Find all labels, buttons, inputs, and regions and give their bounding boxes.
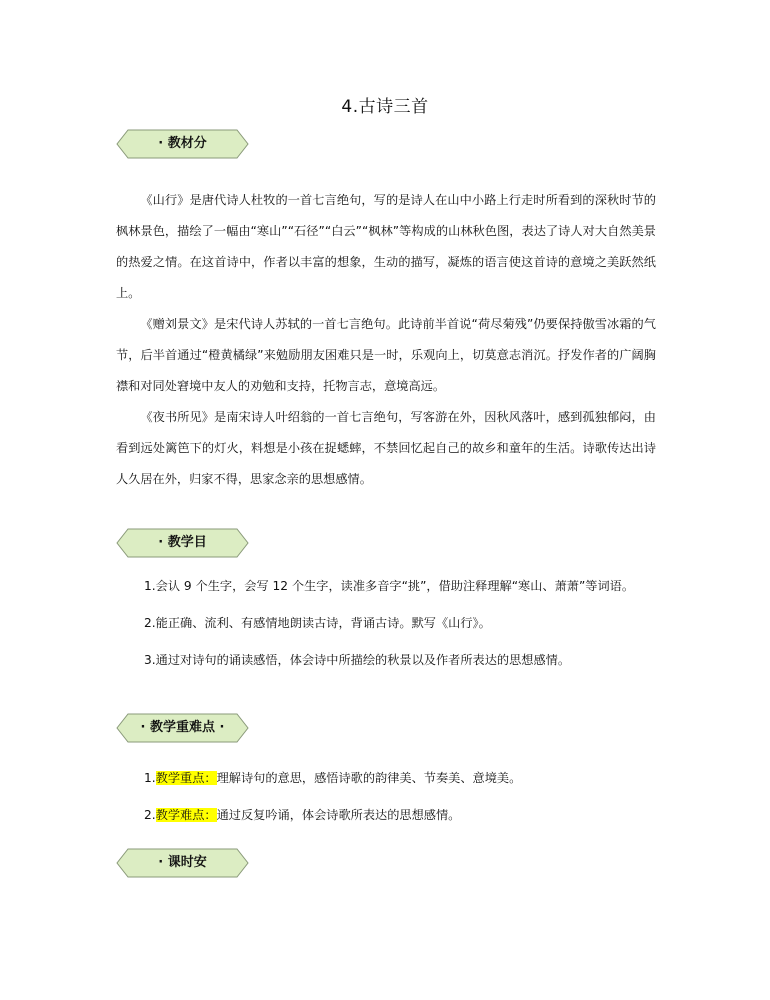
key-point-highlight: 教学难点： (155, 808, 217, 822)
section-tag-schedule (116, 848, 249, 878)
section-tag-label: · 课时安 (158, 855, 207, 870)
analysis-paragraph: 《山行》是唐代诗人杜牧的一首七言绝句，写的是诗人在山中小路上行走时所看到的深秋时节的枫林景色，描绘了一幅由“寒山”“石径”“白云”“枫林”等构成的山林秋色图，表达了诗人对大自然美景的热爱之情。在这首诗中，作者以丰富的想象，生动的描写，凝炼的语言使这首诗的意境之美跃然纸上。 (116, 193, 656, 300)
section-tag-goals (116, 528, 249, 558)
key-point-prefix: 1. (144, 771, 156, 785)
key-point-highlight: 教学重点： (155, 771, 217, 785)
section-tag-label: · 教学重难点 · (140, 720, 225, 735)
analysis-paragraph: 《赠刘景文》是宋代诗人苏轼的一首七言绝句。此诗前半首说“荷尽菊残”仍要保持傲雪冰霜的气节，后半首通过“橙黄橘绿”来勉励朋友困难只是一时，乐观向上，切莫意志消沉。抒发作者的广阔胸襟和对同处窘境中友人的劝勉和支持，托物言志，意境高远。 (116, 317, 656, 393)
key-point-prefix: 2. (144, 808, 156, 822)
analysis-paragraph: 《夜书所见》是南宋诗人叶绍翁的一首七言绝句，写客游在外，因秋风落叶，感到孤独郁闷，由看到远处篱笆下的灯火，料想是小孩在捉蟋蟀，不禁回忆起自己的故乡和童年的生活。诗歌传达出诗人久居在外，归家不得，思家念亲的思想感情。 (116, 410, 656, 486)
page-title: 4.古诗三首 (341, 97, 429, 117)
goal-item: 1.会认 9 个生字，会写 12 个生字，读准多音字“挑”，借助注释理解“寒山、萧萧”等词语。 (144, 579, 635, 593)
key-point-item (144, 763, 664, 794)
section-tag-label: · 教学目 (158, 535, 207, 550)
key-point-text: 理解诗句的意思，感悟诗歌的韵律美、节奏美、意境美。 (216, 771, 522, 785)
key-point-text: 通过反复吟诵，体会诗歌所表达的思想感情。 (216, 808, 461, 822)
goals-list (144, 571, 664, 682)
goal-item: 3.通过对诗句的诵读感悟，体会诗中所描绘的秋景以及作者所表达的思想感情。 (144, 653, 571, 667)
analysis-body (116, 185, 656, 495)
section-tag-label: · 教材分 (158, 136, 207, 151)
goal-item: 2.能正确、流利、有感情地朗读古诗，背诵古诗。默写《山行》。 (144, 616, 491, 630)
key-point-item (144, 800, 664, 831)
section-tag-analysis (116, 129, 249, 159)
key-points-list (144, 763, 664, 837)
section-tag-key-points (116, 713, 249, 743)
